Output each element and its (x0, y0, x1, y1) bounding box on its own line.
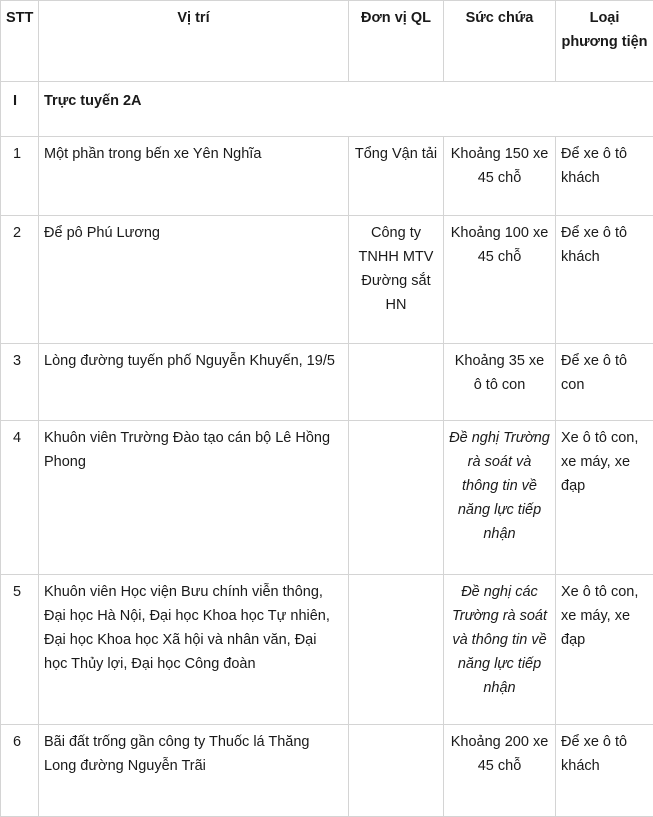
row-loai: Để xe ô tô con (556, 344, 653, 421)
row-loai: Để xe ô tô khách (556, 725, 653, 817)
header-loai-line1: Loại (590, 10, 620, 26)
header-vi-tri: Vị trí (39, 1, 349, 82)
row-suc-chua: Đề nghị các Trường rà soát và thông tin về năng lực tiếp nhận (444, 575, 556, 725)
header-stt: STT (1, 1, 39, 82)
row-loai: Để xe ô tô khách (556, 137, 653, 216)
row-suc-chua: Đề nghị Trường rà soát và thông tin về năng lực tiếp nhận (444, 421, 556, 575)
row-loai: Để xe ô tô khách (556, 216, 653, 344)
row-vi-tri: Lòng đường tuyến phố Nguyễn Khuyến, 19/5 (39, 344, 349, 421)
row-vi-tri: Một phần trong bến xe Yên Nghĩa (39, 137, 349, 216)
row-stt: 2 (1, 216, 39, 344)
row-loai: Xe ô tô con, xe máy, xe đạp (556, 421, 653, 575)
table-row (1, 421, 653, 575)
header-suc-chua: Sức chứa (444, 1, 556, 82)
row-vi-tri: Khuôn viên Học viện Bưu chính viễn thông, Đại học Hà Nội, Đại học Khoa học Tự nhiên, Đại học Khoa học Xã hội và nhân văn, Đại học Thủy lợi, Đại học Công đoàn (39, 575, 349, 725)
table-row (1, 725, 653, 817)
row-don-vi (349, 344, 444, 421)
section-row (1, 82, 653, 137)
row-don-vi (349, 725, 444, 817)
header-row (1, 1, 653, 82)
row-stt: 3 (1, 344, 39, 421)
row-stt: 6 (1, 725, 39, 817)
row-stt: 1 (1, 137, 39, 216)
row-suc-chua: Khoảng 150 xe 45 chỗ (444, 137, 556, 216)
header-loai-phuong-tien (556, 1, 653, 82)
row-loai: Xe ô tô con, xe máy, xe đạp (556, 575, 653, 725)
table-row (1, 575, 653, 725)
row-suc-chua: Khoảng 200 xe 45 chỗ (444, 725, 556, 817)
section-stt: I (1, 82, 39, 137)
row-suc-chua: Khoảng 35 xe ô tô con (444, 344, 556, 421)
section-title: Trực tuyến 2A (39, 82, 653, 137)
header-loai-line2: phương tiện (561, 34, 647, 50)
row-vi-tri: Để pô Phú Lương (39, 216, 349, 344)
row-stt: 4 (1, 421, 39, 575)
table-row (1, 216, 653, 344)
table-row (1, 344, 653, 421)
row-suc-chua: Khoảng 100 xe 45 chỗ (444, 216, 556, 344)
row-vi-tri: Khuôn viên Trường Đào tạo cán bộ Lê Hồng Phong (39, 421, 349, 575)
row-don-vi: Tổng Vận tải (349, 137, 444, 216)
row-vi-tri: Bãi đất trống gần công ty Thuốc lá Thăng Long đường Nguyễn Trãi (39, 725, 349, 817)
row-don-vi (349, 421, 444, 575)
row-stt: 5 (1, 575, 39, 725)
header-don-vi: Đơn vị QL (349, 1, 444, 82)
table-row (1, 137, 653, 216)
row-don-vi (349, 575, 444, 725)
row-don-vi: Công ty TNHH MTV Đường sắt HN (349, 216, 444, 344)
